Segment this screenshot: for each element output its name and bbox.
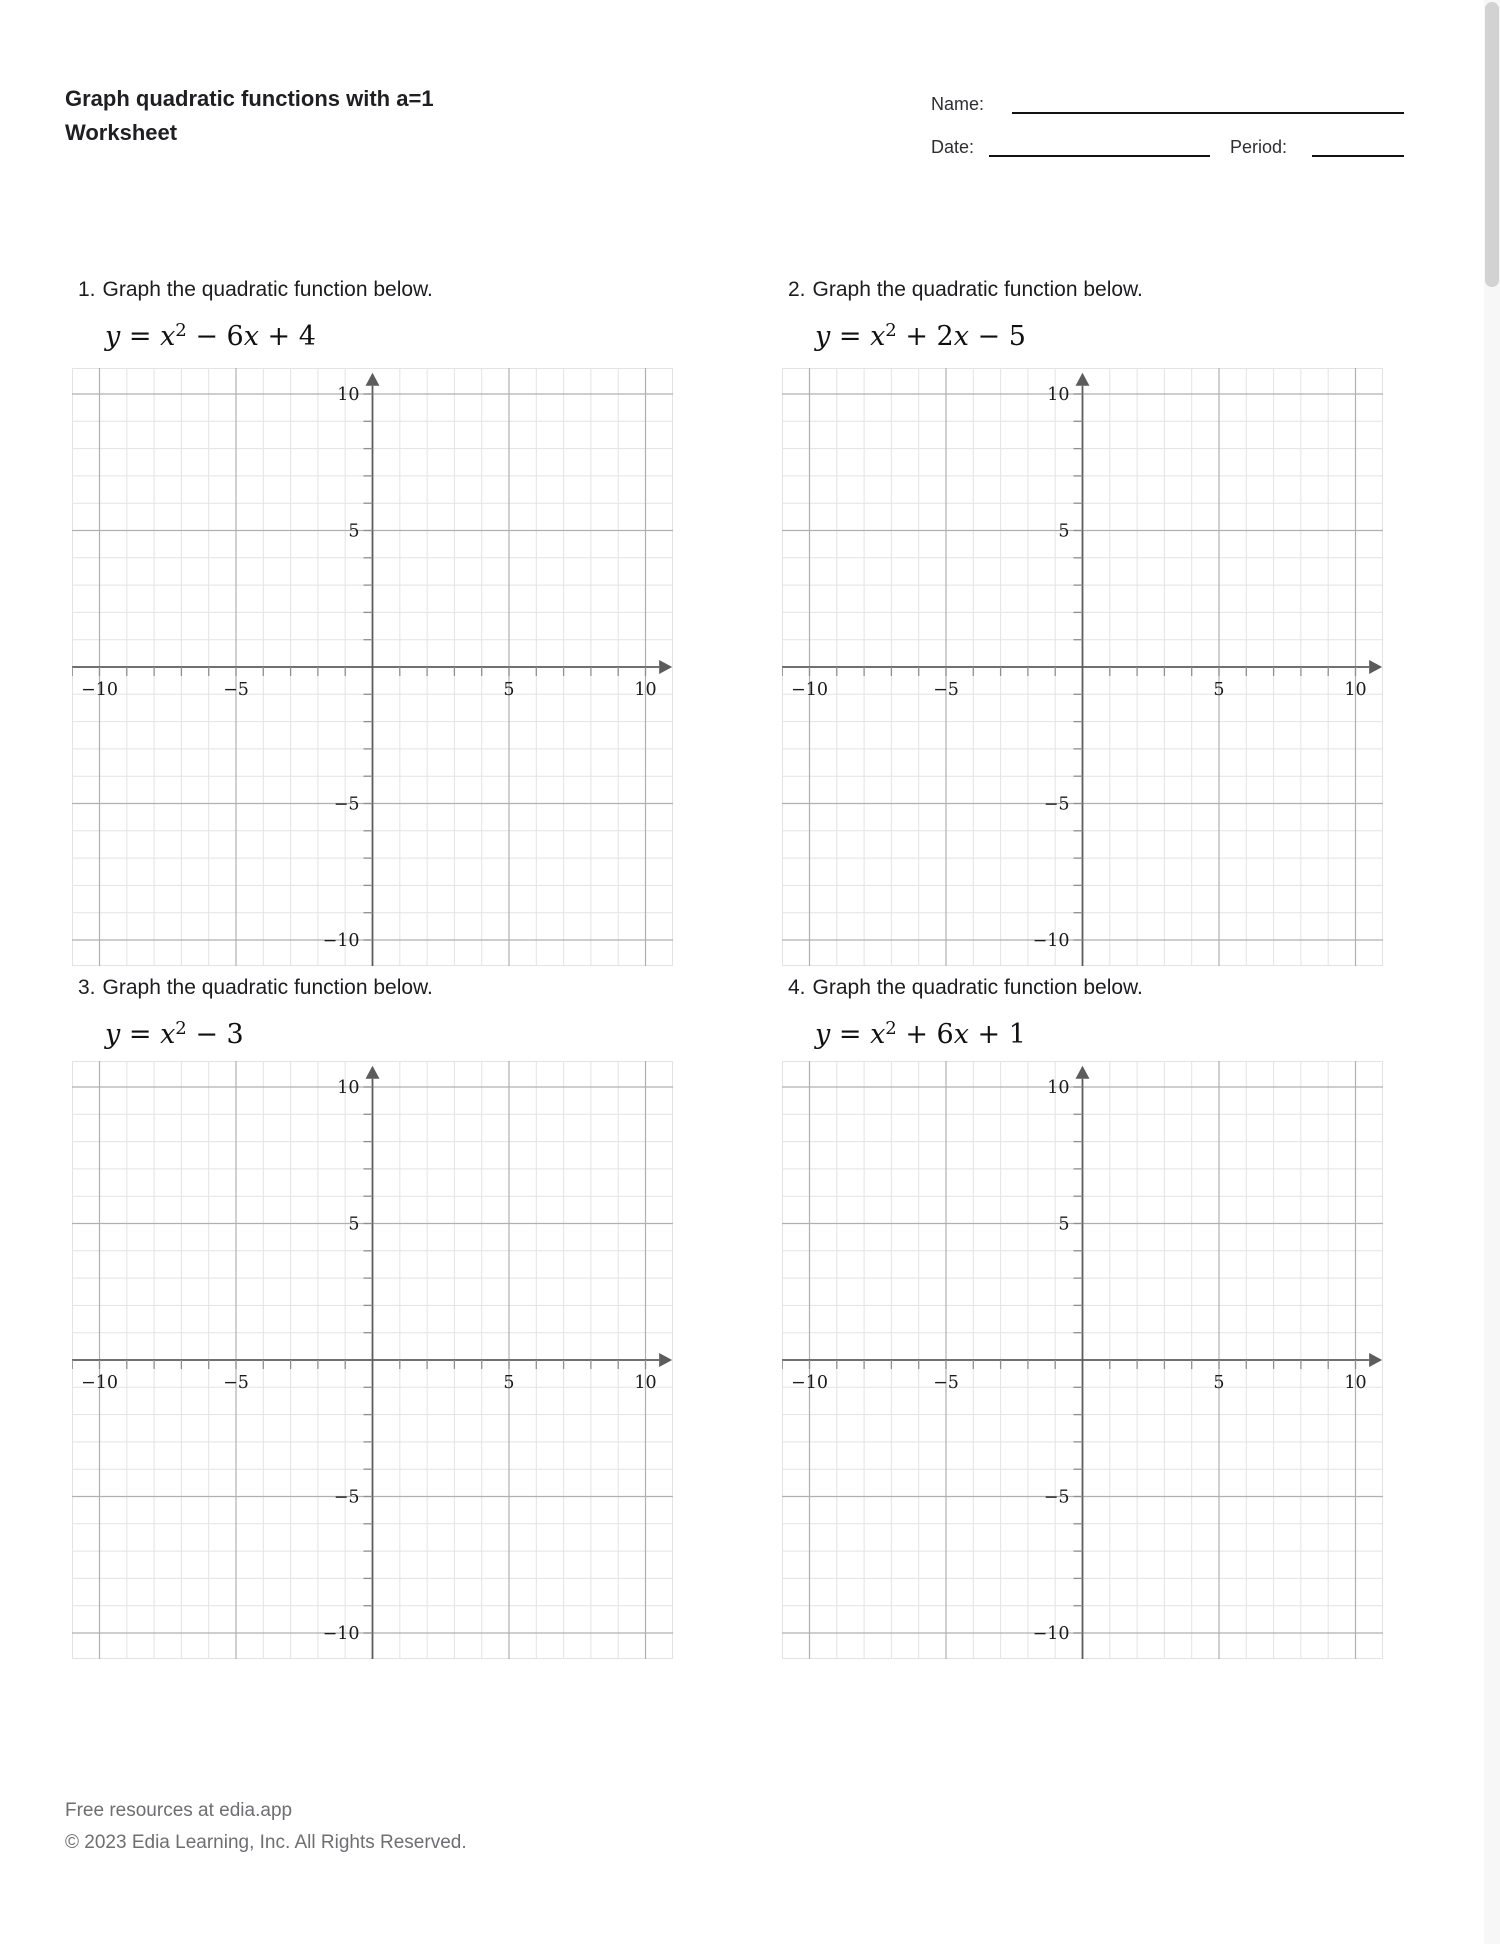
coordinate-grid-3 — [72, 1061, 673, 1659]
equation-token: 2 — [175, 320, 187, 341]
date-field-line — [989, 155, 1210, 157]
axis-tick-label: 5 — [1058, 521, 1070, 542]
equation-token: x — [953, 321, 969, 352]
axis-tick-label: 5 — [503, 1373, 515, 1393]
equation-token: = — [120, 1019, 161, 1050]
problem-2-equation — [815, 320, 1026, 352]
problem-2-prompt: Graph the quadratic function below. — [812, 278, 1143, 301]
problem-3-equation — [105, 1018, 244, 1050]
axis-tick-label: −10 — [791, 1373, 828, 1393]
axis-tick-label: −5 — [333, 794, 360, 815]
scrollbar-thumb[interactable] — [1485, 2, 1499, 287]
axis-tick-label: −10 — [81, 1373, 118, 1393]
problem-4-equation — [815, 1018, 1026, 1050]
equation-token: = — [830, 321, 871, 352]
equation-token: 2 — [175, 1018, 187, 1039]
worksheet-subtitle: Worksheet — [65, 120, 178, 145]
period-label: Period: — [1230, 137, 1288, 157]
equation-token: y — [105, 321, 121, 352]
axis-tick-label: −5 — [223, 1373, 249, 1393]
equation-token: y — [105, 1019, 121, 1050]
problem-4-number: 4. — [788, 976, 806, 999]
axis-tick-label: 5 — [1213, 680, 1225, 700]
equation-token: x — [243, 321, 259, 352]
equation-token: y — [815, 321, 831, 352]
coordinate-grid-2 — [782, 368, 1383, 966]
axis-tick-label: −5 — [1043, 1487, 1070, 1508]
equation-token: + 6 — [896, 1019, 954, 1050]
worksheet-title-block — [65, 82, 434, 150]
problem-2-number: 2. — [788, 278, 806, 301]
axis-tick-label: 10 — [337, 1078, 360, 1098]
scrollbar-track[interactable] — [1484, 0, 1500, 1944]
equation-token: + 2 — [896, 321, 954, 352]
equation-token: x — [870, 321, 886, 352]
axis-tick-label: −5 — [933, 1373, 959, 1393]
axis-tick-label: 5 — [348, 521, 360, 542]
equation-token: x — [870, 1019, 886, 1050]
problem-3-prompt: Graph the quadratic function below. — [102, 976, 433, 999]
coordinate-grid-1 — [72, 368, 673, 966]
axis-tick-label: 10 — [634, 1373, 657, 1393]
axis-tick-label: 10 — [1047, 385, 1070, 405]
equation-token: y — [815, 1019, 831, 1050]
equation-token: x — [953, 1019, 969, 1050]
problem-3-heading — [78, 976, 433, 1000]
problem-1-number: 1. — [78, 278, 96, 301]
axis-tick-label: 10 — [1047, 1078, 1070, 1098]
equation-token: − 6 — [186, 321, 244, 352]
axis-tick-label: 5 — [503, 680, 515, 700]
problem-1-equation — [105, 320, 316, 352]
problem-2-heading — [788, 278, 1143, 302]
equation-token: 2 — [885, 1018, 897, 1039]
axis-tick-label: −5 — [333, 1487, 360, 1508]
axis-tick-label: 5 — [1213, 1373, 1225, 1393]
axis-tick-label: −10 — [322, 1624, 360, 1644]
axis-tick-label: 5 — [1058, 1214, 1070, 1235]
name-field-line — [1012, 112, 1404, 114]
equation-token: + 4 — [258, 321, 316, 352]
axis-tick-label: −10 — [791, 680, 828, 700]
problem-4-prompt: Graph the quadratic function below. — [812, 976, 1143, 999]
axis-tick-label: −5 — [933, 680, 959, 700]
equation-token: = — [830, 1019, 871, 1050]
problem-4-heading — [788, 976, 1143, 1000]
footer-resources-text: Free resources at edia.app — [65, 1800, 293, 1821]
equation-token: x — [160, 321, 176, 352]
axis-tick-label: −5 — [1043, 794, 1070, 815]
axis-tick-label: 10 — [634, 680, 657, 700]
axis-tick-label: −10 — [322, 931, 360, 951]
axis-tick-label: 10 — [1344, 680, 1367, 700]
axis-tick-label: 10 — [1344, 1373, 1367, 1393]
problem-1-prompt: Graph the quadratic function below. — [102, 278, 433, 301]
period-field-line — [1312, 155, 1404, 157]
problem-3-number: 3. — [78, 976, 96, 999]
problem-1-heading — [78, 278, 433, 302]
axis-tick-label: −10 — [1032, 931, 1070, 951]
equation-token: − 3 — [186, 1019, 244, 1050]
worksheet-title: Graph quadratic functions with a=1 — [65, 86, 434, 111]
axis-tick-label: 5 — [348, 1214, 360, 1235]
equation-token: 2 — [885, 320, 897, 341]
equation-token: − 5 — [968, 321, 1026, 352]
date-label: Date: — [931, 137, 975, 157]
footer-copyright-text: © 2023 Edia Learning, Inc. All Rights Reserved. — [65, 1832, 467, 1853]
equation-token: x — [160, 1019, 176, 1050]
coordinate-grid-4 — [782, 1061, 1383, 1659]
axis-tick-label: −10 — [81, 680, 118, 700]
axis-tick-label: −5 — [223, 680, 249, 700]
axis-tick-label: 10 — [337, 385, 360, 405]
equation-token: + 1 — [968, 1019, 1026, 1050]
equation-token: = — [120, 321, 161, 352]
name-label: Name: — [931, 94, 985, 114]
axis-tick-label: −10 — [1032, 1624, 1070, 1644]
